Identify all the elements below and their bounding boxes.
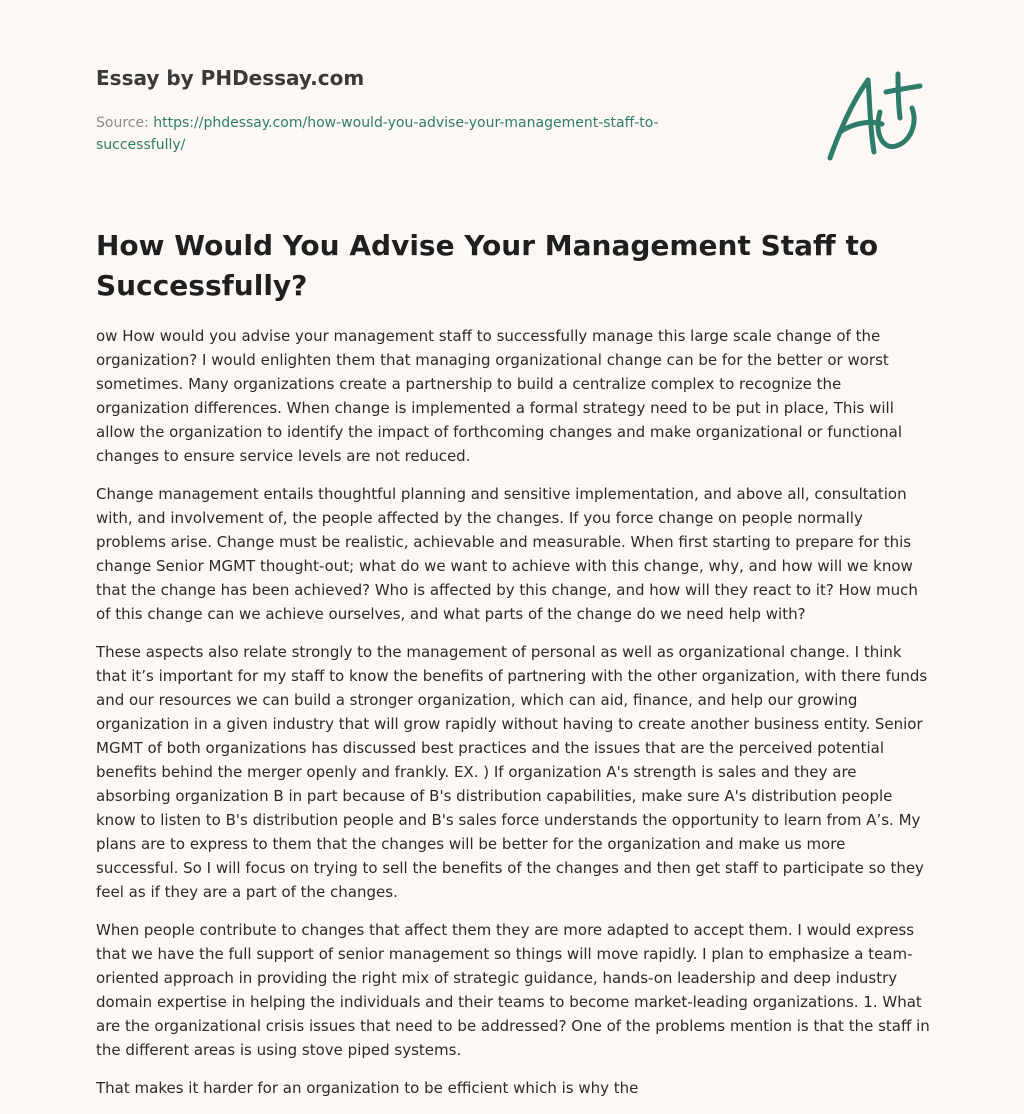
essay-body xyxy=(96,324,932,1114)
essay-paragraph: That makes it harder for an organization to be efficient which is why the xyxy=(96,1079,639,1097)
a-plus-logo-icon xyxy=(824,68,924,164)
source-line xyxy=(96,112,736,156)
essay-title: How Would You Advise Your Management Staff to Successfully? xyxy=(96,229,879,302)
essay-paragraph: ow How would you advise your management staff to successfully manage this large scale change of the organization? I would enlighten them that managing organizational change can be for the better or worst sometimes. Many organizations create a partnership to build a centralize complex to recognize the organization differences. When change is implemented a formal strategy need to be put in place, This will allow the organization to identify the impact of forthcoming changes and make organizational or functional changes to ensure service levels are not reduced. xyxy=(96,327,903,465)
source-label: Source: xyxy=(96,115,149,131)
essay-paragraph: When people contribute to changes that affect them they are more adapted to accept them. I would express that we have the full support of senior management so things will move rapidly. I plan to emphasize a team-oriented approach in providing the right mix of strategic guidance, hands-on leadership and deep industry domain expertise in helping the individuals and their teams to become market-leading organizations. 1. What are the organizational crisis issues that need to be addressed? One of the problems mention is that the staff in the different areas is using stove piped systems. xyxy=(96,921,930,1059)
page xyxy=(96,0,932,1097)
header xyxy=(96,0,932,190)
source-link[interactable]: https://phdessay.com/how-would-you-advise-your-management-staff-to-successfully/ xyxy=(96,115,659,153)
essay-paragraph: Change management entails thoughtful planning and sensitive implementation, and above all, consultation with, and involvement of, the people affected by the changes. If you force change on people normally problems arise. Change must be realistic, achievable and measurable. When first starting to prepare for this change Senior MGMT thought-out; what do we want to achieve with this change, why, and how will we know that the change has been achieved? Who is affected by this change, and how will they react to it? How much of this change can we achieve ourselves, and what parts of the change do we need help with? xyxy=(96,485,918,623)
site-title: Essay by PHDessay.com xyxy=(96,66,365,90)
essay-paragraph: These aspects also relate strongly to the management of personal as well as organizational change. I think that it’s important for my staff to know the benefits of partnering with the other organization, with there funds and our resources we can build a stronger organization, which can aid, finance, and help our growing organization in a given industry that will grow rapidly without having to create another business entity. Senior MGMT of both organizations has discussed best practices and the issues that are the perceived potential benefits behind the merger openly and frankly. EX. ) If organization A's strength is sales and they are absorbing organization B in part because of B's distribution capabilities, make sure A's distribution people know to listen to B's distribution people and B's sales force understands the opportunity to learn from A’s. My plans are to express to them that the changes will be better for the organization and make us more successful. So I will focus on trying to sell the benefits of the changes and then get staff to participate so they feel as if they are a part of the changes. xyxy=(96,643,928,901)
